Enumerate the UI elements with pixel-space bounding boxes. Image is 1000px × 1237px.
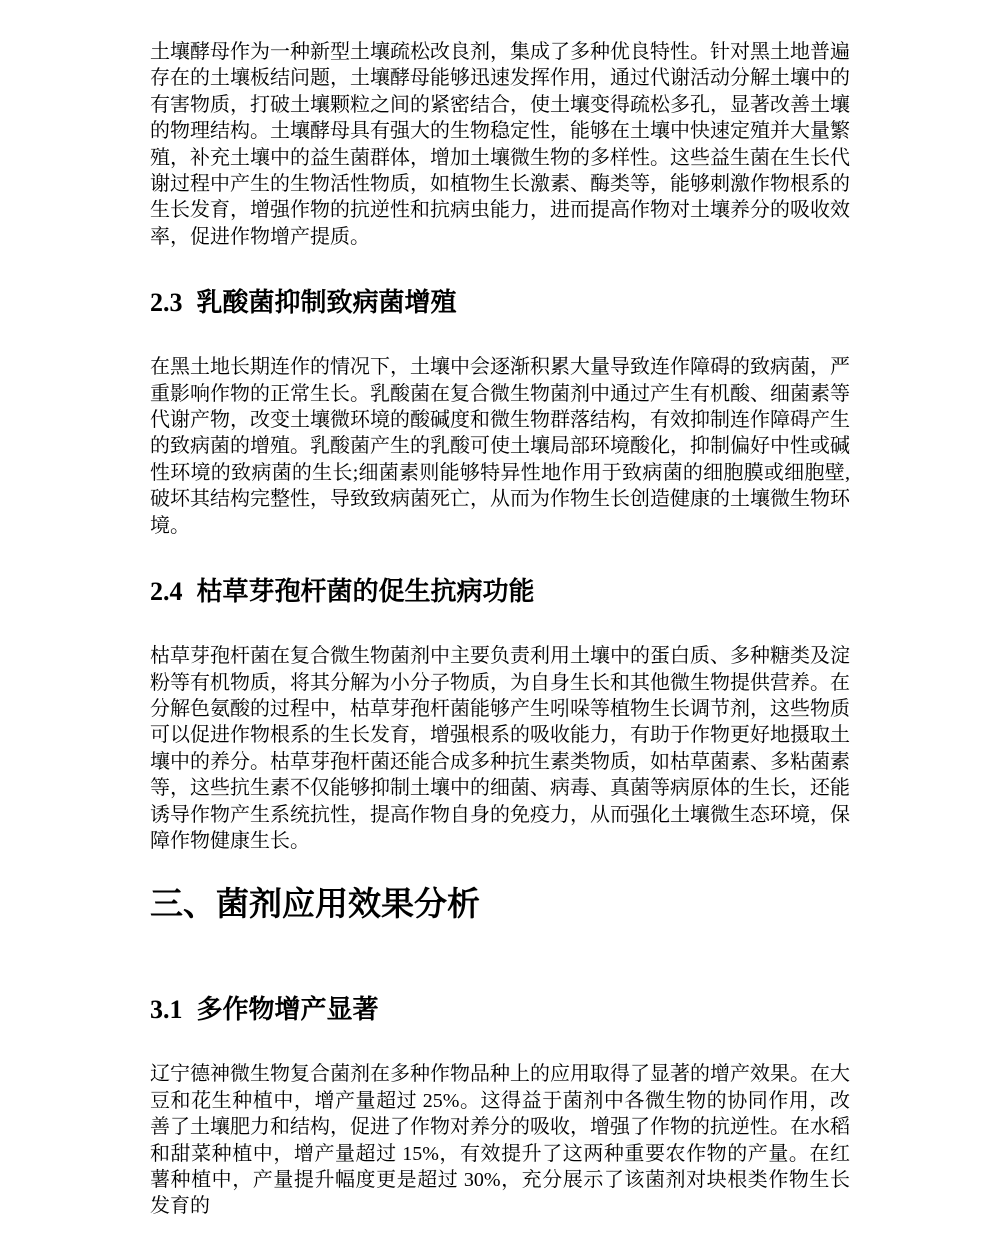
section-2-3-number: 2.3 [150, 288, 183, 318]
section-2-4-paragraph: 枯草芽孢杆菌在复合微生物菌剂中主要负责利用土壤中的蛋白质、多种糖类及淀粉等有机物质，将其分解为小分子物质，为自身生长和其他微生物提供营养。在分解色氨酸的过程中，枯草芽孢杆菌能够产生吲哚等植物生长调节剂，这些物质可以促进作物根系的生长发育，增强根系的吸收能力，有助于作物更好地摄取土壤中的养分。枯草芽孢杆菌还能合成多种抗生素类物质，如枯草菌素、多粘菌素等，这些抗生素不仅能够抑制土壤中的细菌、病毒、真菌等病原体的生长，还能诱导作物产生系统抗性，提高作物自身的免疫力，从而强化土壤微生态环境，保障作物健康生长。 [150, 645, 850, 852]
chapter-3-heading: 三、菌剂应用效果分析 [150, 887, 480, 924]
section-3-1-number: 3.1 [150, 995, 183, 1025]
document-content [150, 0, 850, 1220]
section-3-1-heading [150, 993, 850, 1027]
section-2-3-heading [150, 286, 850, 320]
intro-paragraph: 土壤酵母作为一种新型土壤疏松改良剂，集成了多种优良特性。针对黑土地普遍存在的土壤板结问题，土壤酵母能够迅速发挥作用，通过代谢活动分解土壤中的有害物质，打破土壤颗粒之间的紧密结合，使土壤变得疏松多孔，显著改善土壤的物理结构。土壤酵母具有强大的生物稳定性，能够在土壤中快速定殖并大量繁殖，补充土壤中的益生菌群体，增加土壤微生物的多样性。这些益生菌在生长代谢过程中产生的生物活性物质，如植物生长激素、酶类等，能够刺激作物根系的生长发育，增强作物的抗逆性和抗病虫能力，进而提高作物对土壤养分的吸收效率，促进作物增产提质。 [150, 41, 850, 248]
section-3-1-paragraph: 辽宁德神微生物复合菌剂在多种作物品种上的应用取得了显著的增产效果。在大豆和花生种植中，增产量超过 25%。这得益于菌剂中各微生物的协同作用，改善了土壤肥力和结构，促进了作物对养分的吸收，增强了作物的抗逆性。在水稻和甜菜种植中，增产量超过 15%，有效提升了这两种重要农作物的产量。在红薯种植中，产量提升幅度更是超过 30%，充分展示了该菌剂对块根类作物生长发育的 [150, 1063, 850, 1218]
section-2-3-paragraph: 在黑土地长期连作的情况下，土壤中会逐渐积累大量导致连作障碍的致病菌，严重影响作物的正常生长。乳酸菌在复合微生物菌剂中通过产生有机酸、细菌素等代谢产物，改变土壤微环境的酸碱度和微生物群落结构，有效抑制连作障碍产生的致病菌的增殖。乳酸菌产生的乳酸可使土壤局部环境酸化，抑制偏好中性或碱性环境的致病菌的生长;细菌素则能够特异性地作用于致病菌的细胞膜或细胞壁,破坏其结构完整性，导致致病菌死亡，从而为作物生长创造健康的土壤微生物环境。 [150, 356, 850, 537]
section-2-4-number: 2.4 [150, 577, 183, 607]
section-3-1-title: 多作物增产显著 [196, 995, 379, 1025]
section-2-4-heading [150, 575, 850, 609]
section-2-3-title: 乳酸菌抑制致病菌增殖 [196, 288, 457, 318]
section-2-4-title: 枯草芽孢杆菌的促生抗病功能 [196, 577, 535, 607]
